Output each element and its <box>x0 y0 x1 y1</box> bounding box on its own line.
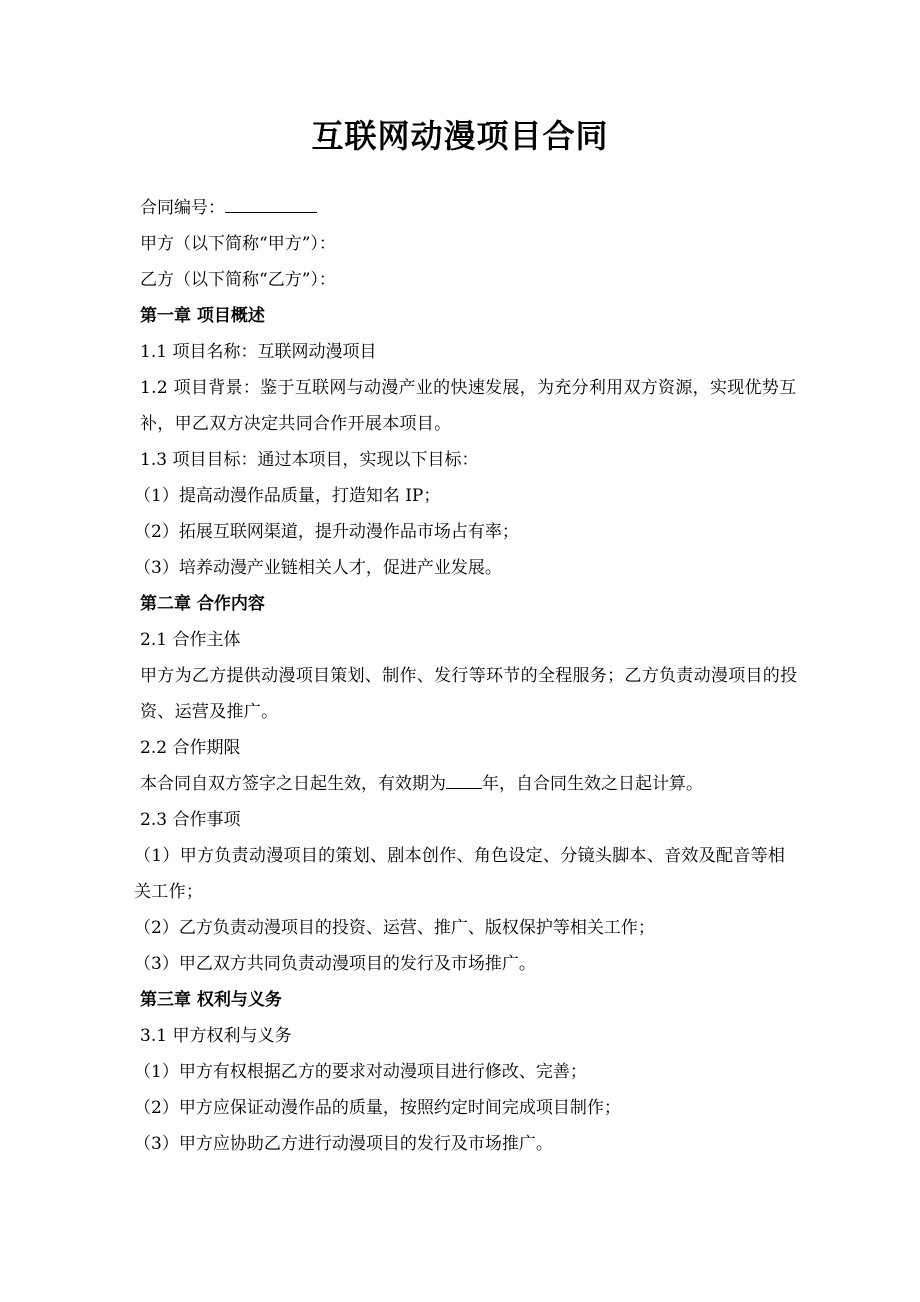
chapter-2-heading: 第二章 合作内容 <box>140 594 265 614</box>
cooperation-item-1: （1）甲方负责动漫项目的策划、剧本创作、角色设定、分镜头脚本、音效及配音等相关工作； <box>134 846 786 902</box>
cooperation-item-3: （3）甲乙双方共同负责动漫项目的发行及市场推广。 <box>134 954 536 974</box>
party-a-line: 甲方（以下简称“甲方”）： <box>140 234 336 254</box>
section-1-3: 1.3 项目目标：通过本项目，实现以下目标： <box>140 450 479 470</box>
cooperation-item-2: （2）乙方负责动漫项目的投资、运营、推广、版权保护等相关工作； <box>134 918 655 938</box>
rights-item-3: （3）甲方应协助乙方进行动漫项目的发行及市场推广。 <box>134 1134 553 1154</box>
chapter-1-heading: 第一章 项目概述 <box>140 306 265 326</box>
contract-number-line <box>140 190 800 226</box>
goal-item-1: （1）提高动漫作品质量，打造知名 IP； <box>134 486 441 506</box>
rights-item-2: （2）甲方应保证动漫作品的质量，按照约定时间完成项目制作； <box>134 1098 621 1118</box>
section-2-1-text: 甲方为乙方提供动漫项目策划、制作、发行等环节的全程服务；乙方负责动漫项目的投资、运营及推广。 <box>140 666 798 722</box>
goal-item-2: （2）拓展互联网渠道，提升动漫作品市场占有率； <box>134 522 519 542</box>
rights-item-1: （1）甲方有权根据乙方的要求对动漫项目进行修改、完善； <box>134 1062 587 1082</box>
section-1-2: 1.2 项目背景：鉴于互联网与动漫产业的快速发展，为充分利用双方资源，实现优势互补，甲乙双方决定共同合作开展本项目。 <box>140 378 797 434</box>
term-text-after: 年，自合同生效之日起计算。 <box>482 774 703 794</box>
document-title: 互联网动漫项目合同 <box>311 117 609 155</box>
contract-number-blank <box>225 195 317 213</box>
section-3-1-title: 3.1 甲方权利与义务 <box>140 1026 292 1046</box>
document-body <box>134 190 800 1162</box>
chapter-3-heading: 第三章 权利与义务 <box>140 990 282 1010</box>
section-2-2-text <box>140 766 800 802</box>
section-1-1: 1.1 项目名称：互联网动漫项目 <box>140 342 377 362</box>
section-2-1-title: 2.1 合作主体 <box>140 630 241 650</box>
term-text-before: 本合同自双方签字之日起生效，有效期为 <box>140 774 446 794</box>
contract-number-label: 合同编号： <box>140 198 225 218</box>
section-2-2-title: 2.2 合作期限 <box>140 738 241 758</box>
section-2-3-title: 2.3 合作事项 <box>140 810 241 830</box>
term-years-blank <box>446 771 482 789</box>
party-b-line: 乙方（以下简称“乙方”）： <box>140 270 336 290</box>
goal-item-3: （3）培养动漫产业链相关人才，促进产业发展。 <box>134 558 502 578</box>
